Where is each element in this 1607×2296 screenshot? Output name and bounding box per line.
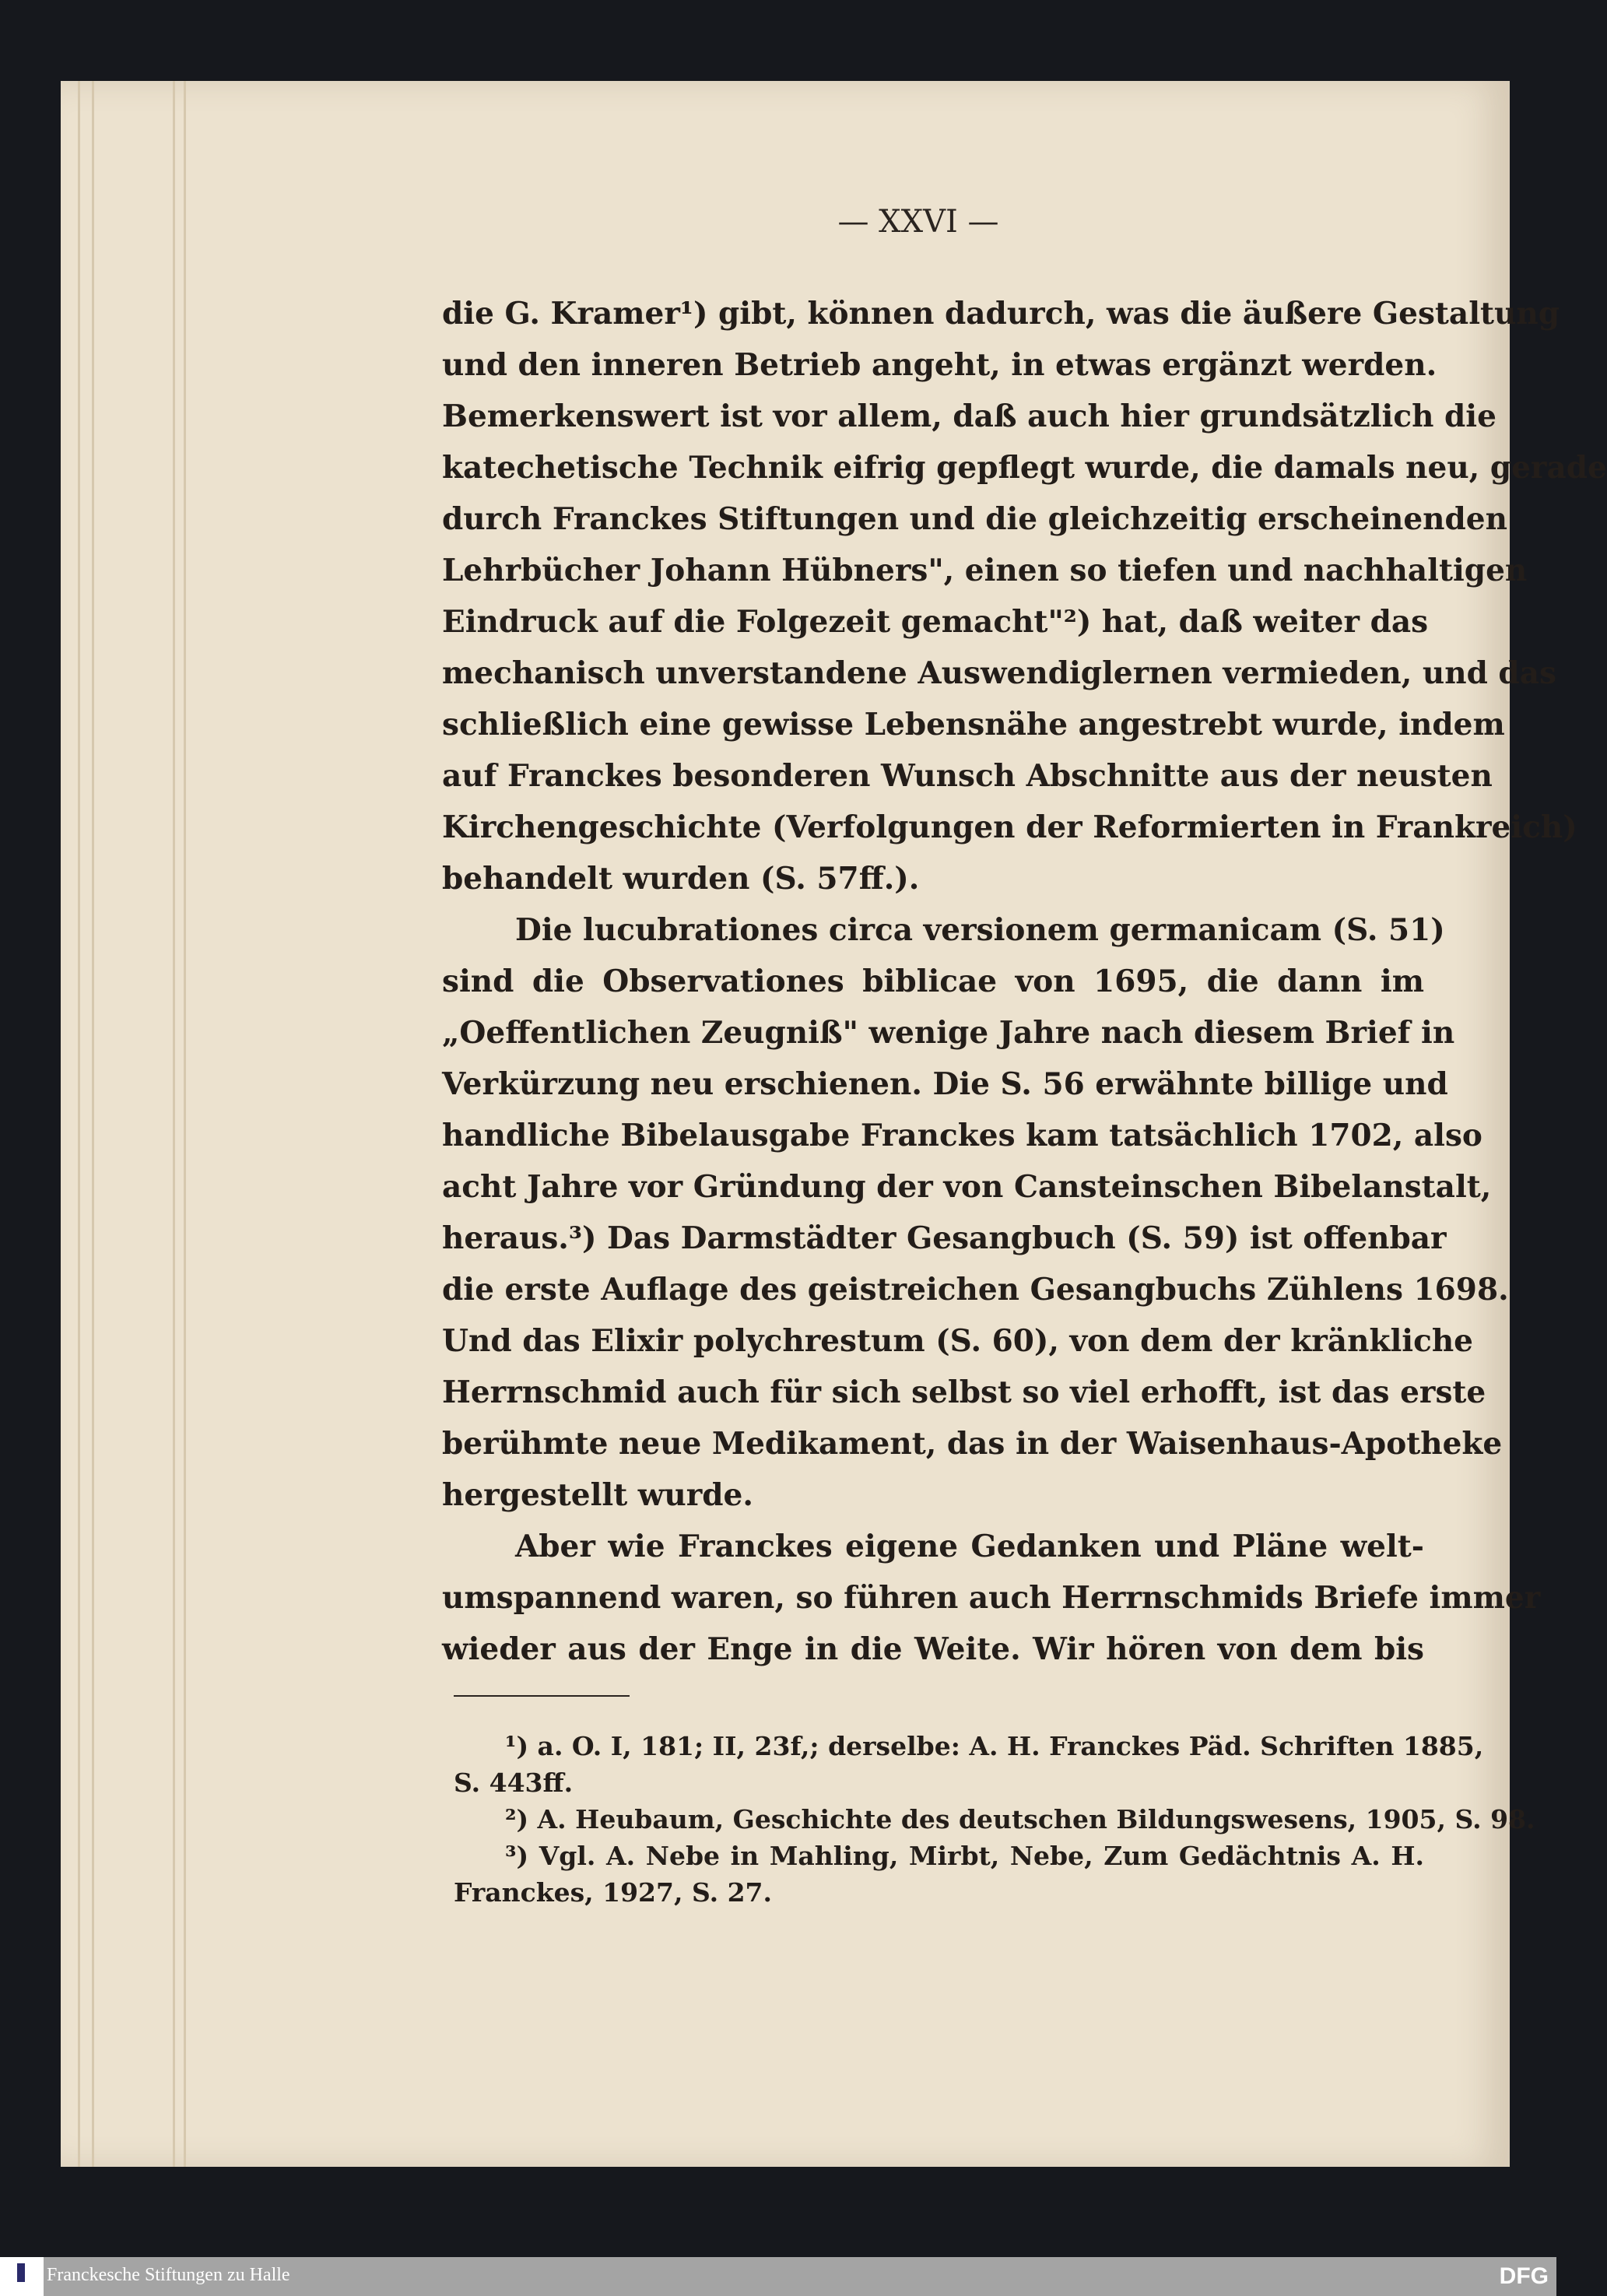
page-edge	[78, 81, 80, 2167]
footnote-line: Franckes, 1927, S. 27.	[454, 1877, 772, 1908]
footer-bar	[0, 2257, 1556, 2296]
text-line: Kirchengeschichte (Verfolgungen der Reformierten in Frankreich)	[442, 809, 1577, 845]
text-line: Und das Elixir polychrestum (S. 60), von dem der kränkliche	[442, 1323, 1473, 1359]
text-line: schließlich eine gewisse Lebensnähe angestrebt wurde, indem	[442, 707, 1505, 743]
footnote-divider	[454, 1695, 630, 1697]
text-line: behandelt wurden (S. 57ff.).	[442, 861, 920, 897]
page-edge	[173, 81, 175, 2167]
page-number: — XXVI —	[837, 204, 999, 240]
text-line: hergestellt wurde.	[442, 1477, 753, 1513]
text-line: Lehrbücher Johann Hübners", einen so tiefen und nachhaltigen	[442, 553, 1528, 588]
institution-logo	[0, 2257, 44, 2296]
text-line: sind die Observationes biblicae von 1695, die dann im	[442, 964, 1424, 999]
text-line: Aber wie Franckes eigene Gedanken und Pläne welt-	[515, 1529, 1424, 1564]
text-line: „Oeffentlichen Zeugniß" wenige Jahre nach diesem Brief in	[442, 1015, 1455, 1051]
text-line: katechetische Technik eifrig gepflegt wurde, die damals neu, gerade	[442, 450, 1607, 486]
footnote-line: ²) A. Heubaum, Geschichte des deutschen Bildungswesens, 1905, S. 98.	[505, 1804, 1535, 1834]
text-line: berühmte neue Medikament, das in der Waisenhaus-Apotheke	[442, 1426, 1503, 1462]
text-line: wieder aus der Enge in die Weite. Wir hören von dem bis	[442, 1631, 1424, 1667]
text-line: Verkürzung neu erschienen. Die S. 56 erwähnte billige und	[442, 1066, 1448, 1102]
text-line: Die lucubrationes circa versionem germanicam (S. 51)	[515, 912, 1445, 948]
text-line: die erste Auflage des geistreichen Gesangbuchs Zühlens 1698.	[442, 1272, 1509, 1308]
footnote-line: S. 443ff.	[454, 1768, 574, 1798]
text-line: umspannend waren, so führen auch Herrnschmids Briefe immer	[442, 1580, 1541, 1616]
page-edge	[92, 81, 94, 2167]
text-line: acht Jahre vor Gründung der von Cansteinschen Bibelanstalt,	[442, 1169, 1492, 1205]
institution-name[interactable]: Franckesche Stiftungen zu Halle	[47, 2265, 290, 2285]
footnote-line: ³) Vgl. A. Nebe in Mahling, Mirbt, Nebe, Zum Gedächtnis A. H.	[505, 1841, 1424, 1871]
text-line: Bemerkenswert ist vor allem, daß auch hier grundsätzlich die	[442, 398, 1496, 434]
text-line: die G. Kramer¹) gibt, können dadurch, was die äußere Gestaltung	[442, 296, 1560, 332]
text-line: heraus.³) Das Darmstädter Gesangbuch (S. 59) ist offenbar	[442, 1220, 1447, 1256]
footnotes	[454, 1728, 1535, 1911]
footnote-line: ¹) a. O. I, 181; II, 23f,; derselbe: A. H. Franckes Päd. Schriften 1885,	[505, 1731, 1484, 1761]
body-text	[442, 288, 1607, 1675]
text-line: mechanisch unverstandene Auswendiglernen vermieden, und das	[442, 655, 1556, 691]
page-edge	[184, 81, 186, 2167]
text-line: Eindruck auf die Folgezeit gemacht"²) hat, daß weiter das	[442, 604, 1429, 640]
text-line: Herrnschmid auch für sich selbst so viel erhofft, ist das erste	[442, 1374, 1486, 1410]
dfg-logo: DFG	[1499, 2263, 1549, 2289]
text-line: auf Franckes besonderen Wunsch Abschnitte aus der neusten	[442, 758, 1493, 794]
text-line: und den inneren Betrieb angeht, in etwas ergänzt werden.	[442, 347, 1437, 383]
text-line: handliche Bibelausgabe Franckes kam tatsächlich 1702, also	[442, 1118, 1482, 1153]
text-line: durch Franckes Stiftungen und die gleichzeitig erscheinenden	[442, 501, 1507, 537]
